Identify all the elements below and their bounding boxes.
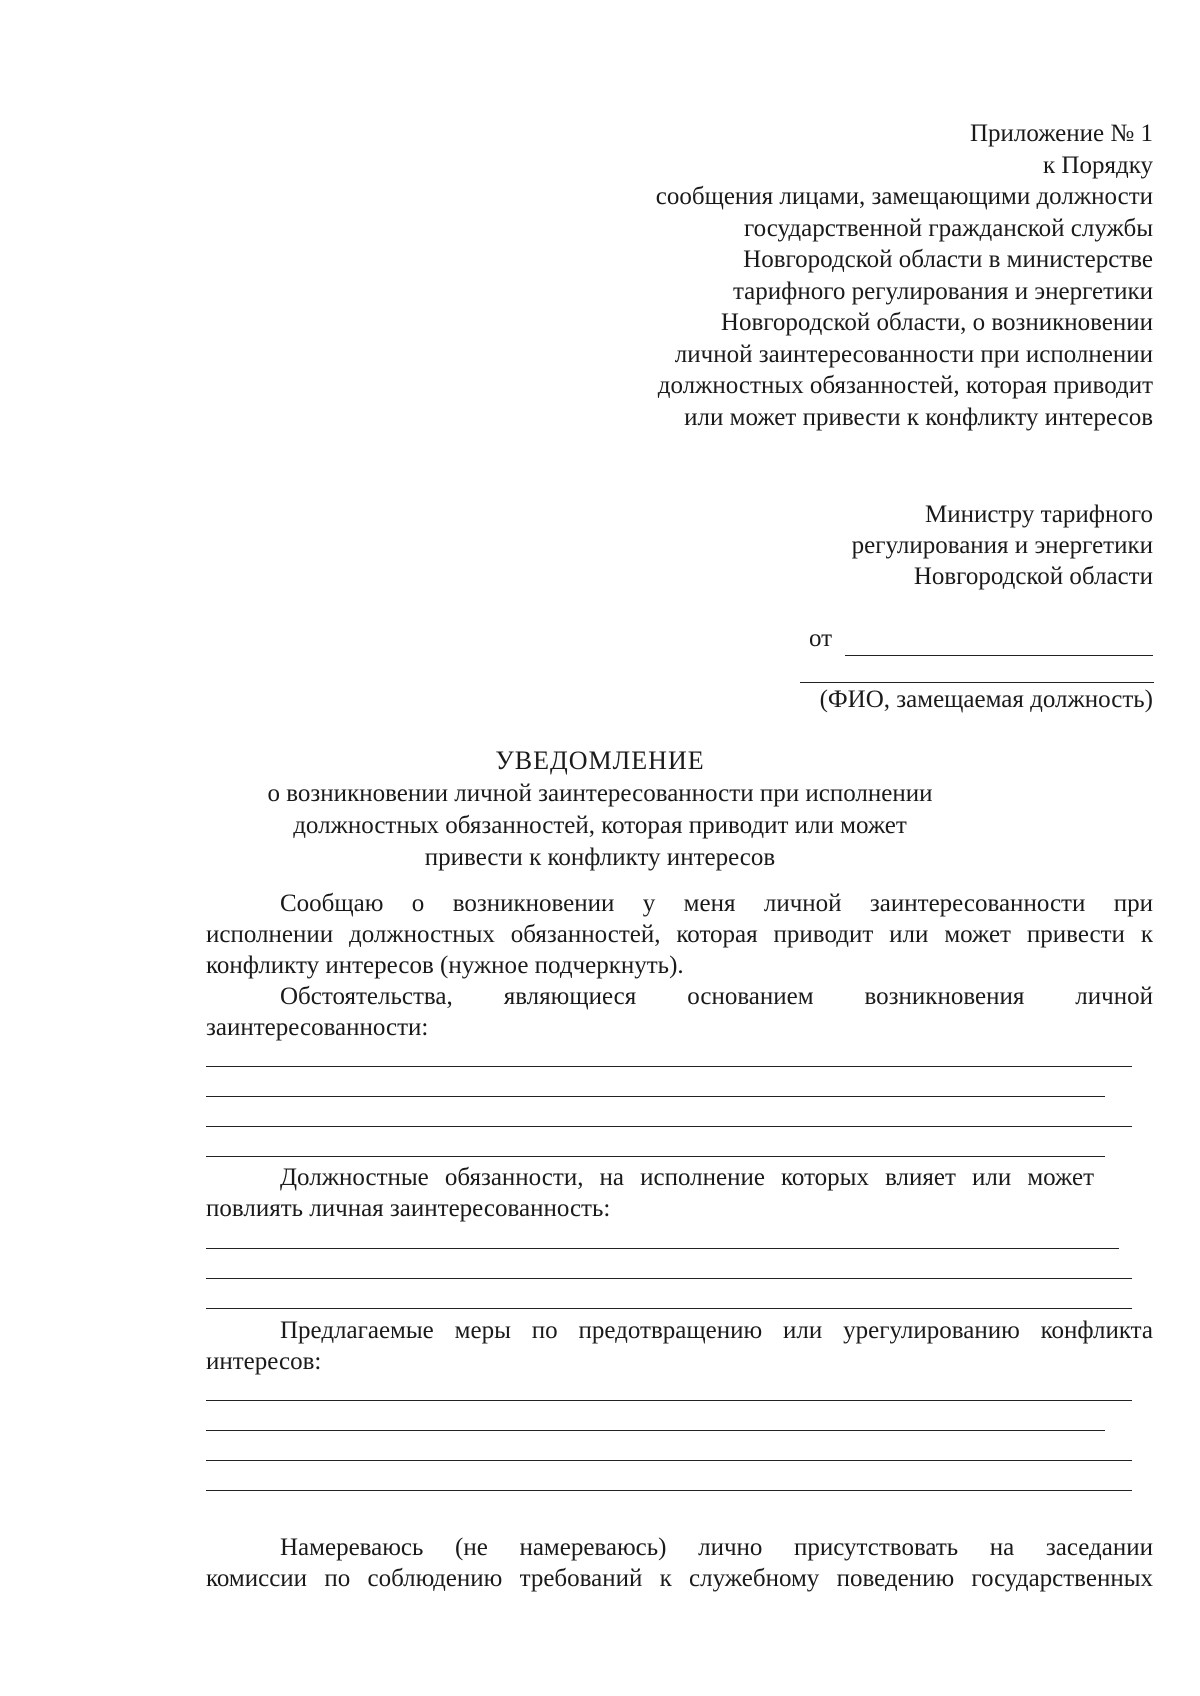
paragraph-report	[206, 888, 1153, 981]
from-blank-line	[845, 655, 1153, 656]
text-line: конфликту интересов (нужное подчеркнуть).	[206, 952, 684, 979]
text-line: повлиять личная заинтересованность:	[206, 1195, 611, 1222]
paragraph-measures	[206, 1315, 1153, 1377]
appendix-line: Приложение № 1	[969, 120, 1153, 147]
fill-line	[206, 1248, 1119, 1249]
fill-line	[206, 1308, 1132, 1309]
paragraph-duties	[206, 1162, 1094, 1224]
fill-line	[206, 1430, 1105, 1431]
text-line: Должностные обязанности, на исполнение которых влияет или может	[280, 1164, 1094, 1191]
text-line: заинтересованности:	[206, 1014, 429, 1041]
appendix-line: или может привести к конфликту интересов	[684, 403, 1153, 431]
text-line: Обстоятельства, являющиеся основанием возникновения личной	[280, 983, 1153, 1010]
appendix-line: должностных обязанностей, которая приводит	[657, 372, 1153, 399]
appendix-line: Новгородской области, о возникновении	[720, 309, 1153, 336]
addressee-line: регулирования и энергетики	[851, 532, 1153, 559]
appendix-line: к Порядку	[1043, 151, 1153, 179]
addressee-block	[653, 499, 1153, 592]
from-caption: (ФИО, замещаемая должность)	[819, 686, 1153, 713]
notice-title: УВЕДОМЛЕНИЕ	[495, 746, 705, 775]
notice-subtitle-line: о возникновении личной заинтересованности при исполнении	[267, 780, 933, 807]
from-field	[809, 625, 1153, 665]
addressee-line: Министру тарифного	[924, 501, 1153, 528]
appendix-line: государственной гражданской службы	[743, 214, 1153, 242]
from-blank-line-2	[800, 682, 1154, 683]
fill-line	[206, 1126, 1132, 1127]
fill-line	[206, 1156, 1105, 1157]
fill-line	[206, 1460, 1132, 1461]
fill-line	[206, 1490, 1132, 1491]
text-line: Сообщаю о возникновении у меня личной заинтересованности при	[280, 890, 1153, 917]
appendix-header	[393, 118, 1153, 433]
notice-subtitle-line: привести к конфликту интересов	[424, 844, 776, 871]
text-line: исполнении должностных обязанностей, которая приводит или может привести к	[206, 921, 1153, 948]
text-line: комиссии по соблюдению требований к служебному поведению государственных	[206, 1565, 1153, 1592]
paragraph-intent	[206, 1532, 1153, 1594]
text-line: интересов:	[206, 1348, 322, 1375]
text-line: Намереваюсь (не намереваюсь) лично присутствовать на заседании	[280, 1534, 1153, 1561]
notice-subtitle-line: должностных обязанностей, которая приводит или может	[293, 812, 907, 839]
appendix-line: Новгородской области в министерстве	[743, 246, 1153, 273]
from-label: от	[809, 625, 833, 652]
paragraph-circumstances	[206, 981, 1153, 1043]
fill-line	[206, 1400, 1132, 1401]
fill-line	[206, 1278, 1132, 1279]
appendix-line: личной заинтересованности при исполнении	[674, 340, 1153, 368]
notice-heading	[250, 744, 950, 874]
appendix-line: тарифного регулирования и энергетики	[732, 277, 1153, 305]
fill-line	[206, 1066, 1132, 1067]
text-line: Предлагаемые меры по предотвращению или урегулированию конфликта	[280, 1317, 1153, 1344]
addressee-line: Новгородской области	[913, 563, 1153, 590]
fill-line	[206, 1096, 1105, 1097]
appendix-line: сообщения лицами, замещающими должности	[655, 183, 1153, 210]
